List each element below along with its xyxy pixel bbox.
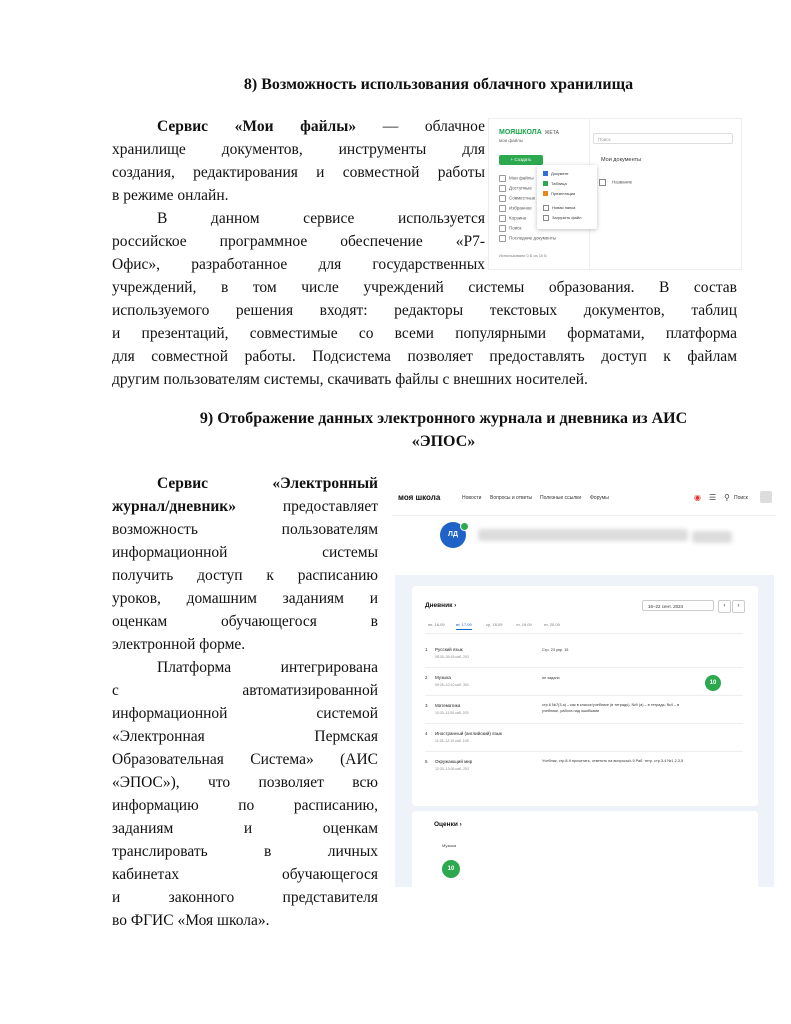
grades-title[interactable]: Оценки › xyxy=(434,821,462,828)
lesson-number: 1 xyxy=(425,647,428,652)
lesson-subject[interactable]: Русский язык xyxy=(435,647,463,652)
create-button[interactable]: + Создать xyxy=(499,155,543,165)
paragraph-line: уроков, домашним заданиям и xyxy=(112,590,378,607)
paragraph-line: другим пользователям системы, скачивать файлы с внешних носителей. xyxy=(112,371,588,388)
lesson-time: 08:30–09:15 каб. 203 xyxy=(435,655,469,659)
nav-faq[interactable]: Вопросы и ответы xyxy=(490,495,533,501)
folder-icon xyxy=(499,175,506,182)
menu-item-presentation[interactable]: Презентация xyxy=(543,191,575,196)
top-nav xyxy=(392,481,776,516)
create-menu xyxy=(537,165,597,229)
menu-item-new-folder[interactable]: Новая папка xyxy=(543,205,575,211)
paragraph-line: с автоматизированной xyxy=(112,682,378,699)
paragraph-line: информационной системы xyxy=(112,544,378,561)
grade-badge[interactable]: 10 xyxy=(705,675,721,691)
lesson-time: 09:25–10:10 каб. 302 xyxy=(435,683,469,687)
lesson-time: 12:20–13:05 каб. 203 xyxy=(435,767,469,771)
sidebar-item-favorites[interactable]: Избранное xyxy=(499,205,532,212)
diary-title[interactable]: Дневник › xyxy=(425,602,457,609)
trash-icon xyxy=(499,215,506,222)
document-icon xyxy=(543,171,548,176)
search-label[interactable]: Поиск xyxy=(734,495,748,501)
share-icon xyxy=(499,185,506,192)
lesson-subject[interactable]: Математика xyxy=(435,703,461,708)
spreadsheet-icon xyxy=(543,181,548,186)
lesson-number: 3 xyxy=(425,703,428,708)
sidebar-item-trash[interactable]: Корзина xyxy=(499,215,526,222)
paragraph-line: Образовательная Система» (АИС xyxy=(112,751,378,768)
section-9-heading: 9) Отображение данных электронного журнала и дневника из АИС xyxy=(199,410,688,427)
checkbox[interactable] xyxy=(599,179,606,186)
lesson-subject[interactable]: Окружающий мир xyxy=(435,759,473,764)
sidebar-item-recent[interactable]: Последние документы xyxy=(499,235,556,242)
paragraph-line: Платформа интегрирована xyxy=(157,659,378,676)
paragraph-line: для совместной работы. Подсистема позволяет предоставлять доступ к файлам xyxy=(112,348,737,365)
notification-icon[interactable]: ◉ xyxy=(694,493,701,502)
divider xyxy=(425,667,743,668)
app-subtitle: мои файлы xyxy=(499,138,523,143)
search-icon[interactable]: ⚲ xyxy=(724,493,730,502)
paragraph-line: кабинетах обучающегося xyxy=(112,866,378,883)
lesson-number: 5 xyxy=(425,759,428,764)
paragraph-line: хранилище документов, инструменты для xyxy=(112,141,485,158)
diary-screenshot xyxy=(392,481,776,887)
paragraph-line xyxy=(112,115,485,138)
paragraph-line: возможность пользователям xyxy=(112,521,378,538)
search-input[interactable]: Поиск xyxy=(593,133,733,144)
lesson-homework: Учебник, стр.8-9 прочитать, ответить на вопросы/с.9 Раб. тетр. стр.3-4 №1,2,3,5 xyxy=(542,759,684,763)
nav-forums[interactable]: Форумы xyxy=(590,495,609,501)
paragraph-line: В данном сервисе используется xyxy=(157,210,485,227)
menu-item-table[interactable]: Таблица xyxy=(543,181,567,186)
divider xyxy=(425,695,743,696)
search-icon xyxy=(499,225,506,232)
text-span: — облачное xyxy=(356,118,485,135)
paragraph-line: российское программное обеспечение «Р7- xyxy=(112,233,485,250)
upload-icon xyxy=(543,215,549,221)
paragraph-line: и законного представителя xyxy=(112,889,378,906)
school-logo: МОЯШКОЛА ЖЕТА xyxy=(499,129,559,136)
brand-logo[interactable]: моя школа xyxy=(398,493,441,502)
menu-icon[interactable]: ☰ xyxy=(709,493,717,502)
lesson-homework: Стр. 23 упр. 15 xyxy=(542,648,569,652)
paragraph-line: Сервис «Электронный xyxy=(157,475,378,492)
paragraph-line: используемого решения входят: редакторы текстовых документов, таблиц xyxy=(112,302,737,319)
divider xyxy=(425,723,743,724)
lesson-number: 2 xyxy=(425,675,428,680)
folder-icon xyxy=(543,205,549,211)
prev-week-button[interactable]: ‹ xyxy=(718,600,731,613)
day-tab[interactable]: пт, 20.09 xyxy=(544,622,560,627)
paragraph-line: Офис», разработанное для государственных xyxy=(112,256,485,273)
pane-title: Мои документы xyxy=(601,157,642,163)
file-list-header: Название xyxy=(599,179,632,186)
paragraph-line: информацию по расписанию, xyxy=(112,797,378,814)
paragraph-line: электронной форме. xyxy=(112,636,246,653)
online-indicator xyxy=(460,522,469,531)
profile-thumbnail[interactable] xyxy=(760,491,772,503)
sidebar-item-collab[interactable]: Совместные xyxy=(499,195,535,202)
paragraph-line: учреждений, в том числе учреждений системы образования. В состав xyxy=(112,279,737,296)
blurred-name xyxy=(478,529,688,541)
paragraph-line: «Электронная Пермская xyxy=(112,728,378,745)
grades-subject: Музыка xyxy=(442,843,457,848)
lesson-homework: не задано xyxy=(542,676,560,680)
text-span: предоставляет xyxy=(236,498,378,515)
blurred-detail xyxy=(692,531,732,543)
link-icon xyxy=(499,195,506,202)
menu-item-document[interactable]: Документ xyxy=(543,171,569,176)
clock-icon xyxy=(499,235,506,242)
paragraph-line: информационной системой xyxy=(112,705,378,722)
nav-links[interactable]: Полезные ссылки xyxy=(540,495,582,501)
sidebar-item-search[interactable]: Поиск xyxy=(499,225,521,232)
storage-usage: Использовано 0 Б из 10 Б xyxy=(499,253,547,258)
lesson-number: 4 xyxy=(425,731,428,736)
lesson-subject[interactable]: Иностранный (английский) язык xyxy=(435,731,502,736)
divider xyxy=(425,633,743,634)
sidebar-item-shared[interactable]: Доступные xyxy=(499,185,532,192)
paragraph-line: оценкам обучающегося в xyxy=(112,613,378,630)
paragraph-line: в режиме онлайн. xyxy=(112,187,229,204)
section-8-heading: 8) Возможность использования облачного хранилища xyxy=(243,76,634,93)
paragraph-line: транслировать в личных xyxy=(112,843,378,860)
service-name: журнал/дневник» xyxy=(112,498,236,515)
star-icon xyxy=(499,205,506,212)
paragraph-line: во ФГИС «Моя школа». xyxy=(112,912,270,929)
day-tab-active[interactable]: вт, 17.09 xyxy=(456,622,472,630)
lesson-homework: стр.6 №7(3,а) – как в классе/учебнике (в тетрадь), №9 (а) – в тетрадь; №4 – в учебнике, работа над ошибками xyxy=(542,703,680,713)
avatar[interactable]: ЛД xyxy=(440,522,466,548)
paragraph-line xyxy=(112,495,378,518)
menu-item-upload[interactable]: Загрузить файл xyxy=(543,215,581,221)
service-name: Сервис «Мои файлы» xyxy=(157,118,357,135)
paragraph-line: получить доступ к расписанию xyxy=(112,567,378,584)
lesson-time: 11:25–12:10 каб. 108 xyxy=(435,739,469,743)
diary-card xyxy=(412,586,758,806)
sidebar-item-my-files[interactable]: Мои файлы xyxy=(499,175,534,182)
section-9-heading-cont: «ЭПОС» xyxy=(411,433,476,450)
nav-news[interactable]: Новости xyxy=(462,495,482,501)
date-picker[interactable]: 16–22 сент. 2024 xyxy=(642,600,714,611)
paragraph-line: заданиям и оценкам xyxy=(112,820,378,837)
next-week-button[interactable]: › xyxy=(732,600,745,613)
paragraph-line: «ЭПОС»), что позволяет всю xyxy=(112,774,378,791)
day-tab[interactable]: ср, 18.09 xyxy=(486,622,503,627)
paragraph-line: создания, редактирования и совместной работы xyxy=(112,164,485,181)
my-files-screenshot xyxy=(488,118,742,270)
presentation-icon xyxy=(543,191,548,196)
lesson-time: 10:20–11:05 каб. 203 xyxy=(435,711,469,715)
lesson-subject[interactable]: Музыка xyxy=(435,675,451,680)
divider xyxy=(425,751,743,752)
grade-badge[interactable]: 10 xyxy=(442,860,460,878)
grades-card xyxy=(412,811,758,887)
day-tab[interactable]: пн, 16.09 xyxy=(428,622,445,627)
paragraph-line: и презентаций, совместимые со всеми популярными форматами, платформа xyxy=(112,325,737,342)
day-tab[interactable]: чт, 19.09 xyxy=(516,622,532,627)
